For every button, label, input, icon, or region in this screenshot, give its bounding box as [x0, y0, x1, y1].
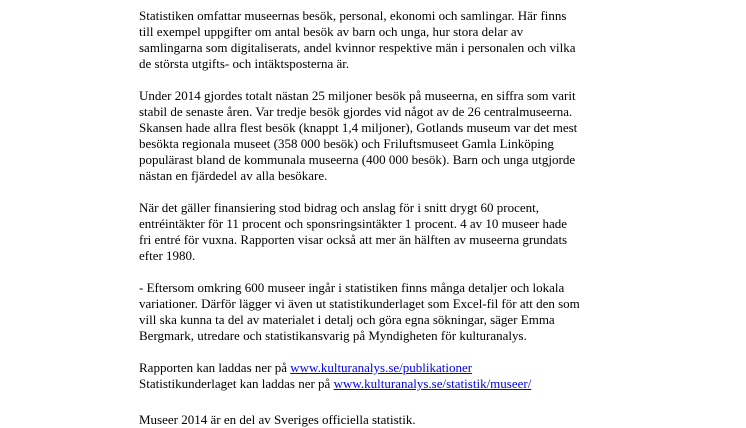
- text-line: När det gäller finansiering stod bidrag och anslag för i snitt drygt 60 procent,: [139, 200, 540, 215]
- report-link[interactable]: www.kulturanalys.se/publikationer: [290, 360, 473, 375]
- text-line: Skansen hade allra flest besök (knappt 1,4 miljoner), Gotlands museum var det mest: [139, 120, 578, 135]
- text-line: till exempel uppgifter om antal besök av barn och unga, hur stora delar av: [139, 24, 524, 39]
- text-line: entréintäkter för 11 procent och sponsringsintäkter 1 procent. 4 av 10 museer hade: [139, 216, 568, 231]
- paragraph-links: [139, 360, 729, 392]
- text-line: besökta regionala museet (358 000 besök) och Friluftsmuseet Gamla Linköping: [139, 136, 554, 151]
- text-line: Statistiken omfattar museernas besök, personal, ekonomi och samlingar. Här finns: [139, 8, 567, 23]
- text-line: - Eftersom omkring 600 museer ingår i statistiken finns många detaljer och lokala: [139, 280, 565, 295]
- cut-off-line: Museer 2014 är en del av Sveriges officiella statistik.: [139, 412, 416, 427]
- text-line: nästan en fjärdedel av alla besökare.: [139, 168, 328, 183]
- text-line: variationer. Därför lägger vi även ut statistikunderlaget som Excel-fil för att den som: [139, 296, 580, 311]
- text-line: populärast bland de kommunala museerna (400 000 besök). Barn och unga utgjorde: [139, 152, 576, 167]
- data-link-line: [139, 376, 729, 392]
- paragraph-quote: [139, 280, 729, 344]
- document-body: [139, 8, 729, 427]
- text-line: Bergmark, utredare och statistikansvarig på Myndigheten för kulturanalys.: [139, 328, 527, 343]
- report-link-prefix: Rapporten kan laddas ner på: [139, 360, 291, 375]
- data-link-prefix: Statistikunderlaget kan laddas ner på: [139, 376, 334, 391]
- report-link-line: [139, 360, 729, 376]
- text-line: fri entré för vuxna. Rapporten visar också att mer än hälften av museerna grundats: [139, 232, 568, 247]
- data-link[interactable]: www.kulturanalys.se/statistik/museer/: [333, 376, 532, 391]
- paragraph-financing: [139, 200, 729, 264]
- text-line: samlingarna som digitaliserats, andel kvinnor respektive män i personalen och vilka: [139, 40, 576, 55]
- text-line: efter 1980.: [139, 248, 196, 263]
- text-line: de största utgifts- och intäktsposterna är.: [139, 56, 350, 71]
- text-line: Under 2014 gjordes totalt nästan 25 miljoner besök på museerna, en siffra som varit: [139, 88, 576, 103]
- paragraph-intro: [139, 8, 729, 72]
- paragraph-visits: [139, 88, 729, 184]
- text-line: stabil de senaste åren. Var tredje besök gjordes vid något av de 26 centralmuseerna.: [139, 104, 573, 119]
- text-line: vill ska kunna ta del av materialet i detalj och göra egna sökningar, säger Emma: [139, 312, 555, 327]
